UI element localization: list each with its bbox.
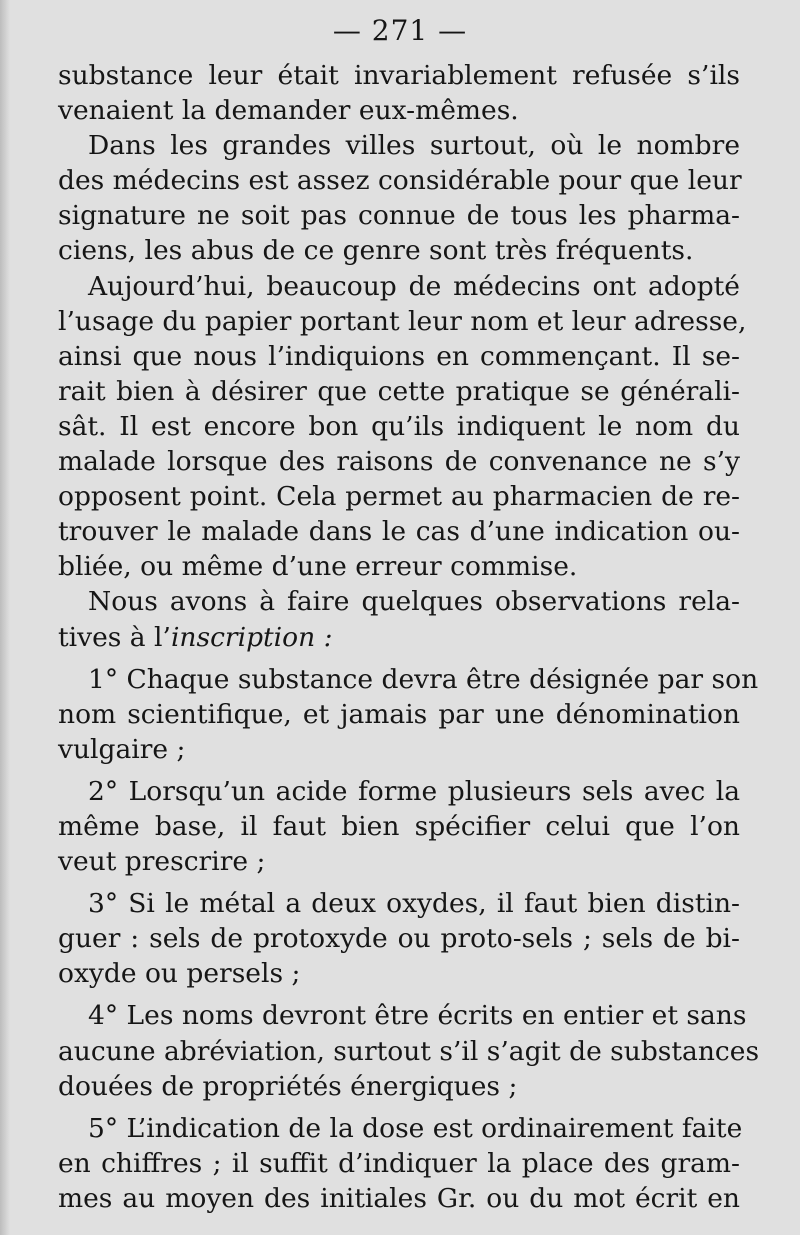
text-line: même base, il faut bien spécifier celui que l’on	[58, 810, 740, 842]
paragraph-start-line: Aujourd’hui, beaucoup de médecins ont adopté	[88, 270, 740, 302]
list-item-4-line: 4° Les noms devront être écrits en entier et sans	[88, 1000, 747, 1032]
text-line: rait bien à désirer que cette pratique se générali-	[58, 375, 740, 407]
text-line	[58, 620, 740, 655]
list-item-3-line: 3° Si le métal a deux oxydes, il faut bien distin-	[88, 888, 740, 920]
text-line: aucune abréviation, surtout s’il s’agit de substances	[58, 1035, 760, 1067]
list-item-2-line: 2° Lorsqu’un acide forme plusieurs sels avec la	[88, 775, 740, 807]
text-line: substance leur était invariablement refusée s’ils	[58, 60, 740, 91]
text-line: bliée, ou même d’une erreur commise.	[58, 551, 578, 583]
text-line: vulgaire ;	[58, 733, 186, 765]
text-line: mes au moyen des initiales Gr. ou du mot écrit en	[58, 1182, 740, 1214]
text-line: sât. Il est encore bon qu’ils indiquent le nom du	[58, 410, 740, 442]
text-line: venaient la demander eux-mêmes.	[58, 95, 519, 127]
page-edge-shadow	[0, 0, 10, 1235]
text-line: veut prescrire ;	[58, 846, 266, 878]
list-item-5-line: 5° L’indication de la dose est ordinairement faite	[88, 1112, 743, 1144]
text-line: guer : sels de protoxyde ou proto-sels ; sels de bi-	[58, 923, 740, 955]
text-line: oxyde ou persels ;	[58, 958, 301, 990]
list-item-1-line: 1° Chaque substance devra être désignée par son	[88, 663, 759, 695]
page-number: — 271 —	[332, 14, 468, 47]
text-line: signature ne soit pas connue de tous les pharma-	[58, 200, 740, 232]
paragraph-start-line: Nous avons à faire quelques observations rela-	[88, 586, 740, 618]
paragraph-start-line: Dans les grandes villes surtout, où le nombre	[88, 130, 740, 162]
italic-term: inscription :	[170, 621, 333, 653]
text-line: ainsi que nous l’indiquions en commençant. Il se-	[58, 340, 740, 372]
text-line: l’usage du papier portant leur nom et leur adresse,	[58, 305, 747, 337]
text-fragment: tives à l’	[58, 621, 171, 653]
text-line: ciens, les abus de ce genre sont très fréquents.	[58, 235, 694, 267]
text-line: nom scientifique, et jamais par une dénomination	[58, 698, 740, 730]
body-text	[58, 58, 760, 1216]
text-line: douées de propriétés énergiques ;	[58, 1070, 518, 1102]
text-line: malade lorsque des raisons de convenance ne s’y	[58, 446, 740, 478]
text-line: trouver le malade dans le cas d’une indication ou-	[58, 516, 740, 548]
text-line: opposent point. Cela permet au pharmacien de re-	[58, 481, 740, 513]
text-line: en chiffres ; il suffit d’indiquer la place des gram-	[58, 1147, 740, 1179]
text-line: des médecins est assez considérable pour que leur	[58, 165, 742, 197]
